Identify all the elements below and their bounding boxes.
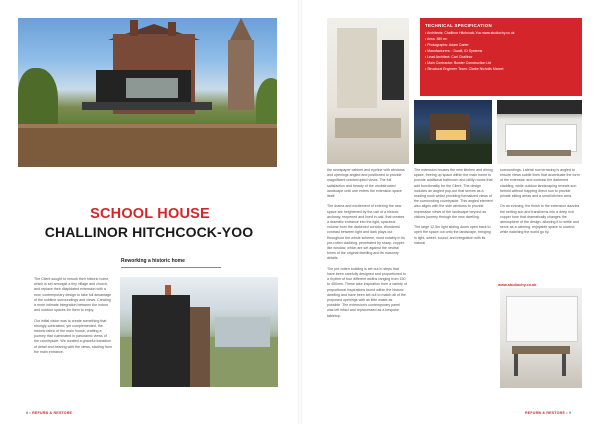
tree-right [256, 78, 277, 128]
lit-windows [436, 130, 466, 140]
tree-left [18, 68, 58, 128]
church-tower [228, 40, 254, 110]
page-gutter [298, 0, 302, 424]
wall-panel [337, 28, 377, 108]
page-number-right: 9 [568, 411, 572, 415]
subhead-divider [121, 267, 221, 268]
chimney [168, 22, 176, 36]
spec-item: • Architects: Challinor Hitchcock-Yoo www.studiochy.co.uk [425, 31, 515, 35]
glazed-doors [126, 78, 178, 98]
footer-right [525, 411, 571, 415]
footer-left [26, 411, 72, 415]
body-column-left: The Client sought to rework their historic home, which is set amongst a tiny village and church, and replace their dilapidated extension with a new, contemporary design to take full advantage of the sublime surroundings and views. Creating a more intimate integration between the indoor and outdoor spaces for them to enjoy. Our initial vision was to create something that strongly contrasted, yet complemented, the historic fabric of the main house, crafting a journey that culminated in panoramic views of the countryside. We curated a graceful transition of detail and bearing with the views, starting from the main entrance. [34, 277, 112, 354]
chimney [130, 20, 138, 36]
timber-wall [190, 307, 210, 387]
spec-item: • Photographs: Adam Carter [425, 43, 469, 47]
photo-extension-exterior [120, 277, 278, 387]
footer-divider: • [29, 411, 33, 415]
photo-interior-living [327, 18, 409, 164]
article-subhead: Reworking a historic home [121, 258, 185, 264]
spec-item: • Lead Architect: Carl Challinor [425, 55, 473, 59]
headline-title-line2: CHALLINOR HITCHCOCK-YOO [44, 224, 254, 240]
garden [414, 144, 492, 164]
chair [562, 354, 566, 376]
photo-dining-room [500, 288, 582, 388]
dining-table [507, 150, 571, 156]
spec-item: • Manufacturers: : Dualit, ID Systems [425, 49, 483, 53]
large-window [505, 124, 577, 152]
photo-house-night [414, 100, 492, 164]
terrace-deck [82, 102, 212, 110]
dark-cabinet [382, 40, 404, 100]
chimney-pot [165, 285, 171, 295]
chair [514, 354, 518, 376]
spec-item: • Main Contractor: Bowler Construction Ltd [425, 61, 492, 65]
headline-title-line1: SCHOOL HOUSE [90, 206, 210, 222]
body-column-right-2: surroundings. Lateral row terracing is angled to ensure views subtle lines that accentuate the form of the extension and contrast the darkened cladding, while outdoor landscaping reveals sun behind without trapping direct sun to provide private sitting areas and a small kitchen area. On an evening, the finish to the extension dazzles the setting sun and transforms into a deep rich copper tone that dramatically changes the atmosphere of the design, allowing it to settle and serve as a calming, enjoyable space to unwind while watching the world go by. [500, 168, 580, 235]
window-view [215, 317, 270, 347]
footer-divider: • [566, 411, 569, 415]
ceiling [497, 100, 582, 114]
footer-brand-left: REFURB & RESTORE [32, 411, 73, 415]
glazing [506, 296, 578, 342]
sofa [335, 118, 401, 138]
black-cladding-wall [132, 295, 190, 387]
footer-brand-right: REFURB & RESTORE [525, 411, 566, 415]
architect-website-link[interactable]: www.studiochy.co.uk [498, 283, 537, 287]
table [512, 346, 570, 354]
page-number-left: 8 [26, 411, 29, 415]
hero-photo-house-extension [18, 18, 277, 167]
spec-item: • Structural Engineer Team: Clarke Nicholls Marcel [425, 67, 504, 71]
photo-kitchen-dining [497, 100, 582, 164]
brick-retaining-wall [18, 128, 277, 167]
body-column-middle: the newspaper cabinet and eyeline with windows and openings angled and positioned to provide magnificent uninterrupted views. The full satisfaction and beauty of the unobstructed landscape until one enters the extension space itself. The drama and excitement of entering the new space are heightened by the use of a historic archway, reopened and lined in oak, that creates a dramatic entrance into the light, spacious volume from the darkened corridor. Wonderful contrast between light and dark plays out throughout the whole scheme, most notably in its pre-rotten cladding, penetrated by sharp, copper-like window, which are set against the neutral tones of the original dwelling and its masonry details. The pre-rotten building is set out in steps that have been carefully designed and proportioned to a rhythm of four different widths ranging from 150 to 450mm. These take inspiration from a variety of proportional inspirations found within the historic dwelling and have been set out to match all of the proposed openings with as little waste as possible. The extension's contemporary panel was left intact and reprocessed as a bespoke tabletop. [327, 168, 407, 318]
spec-heading: TECHNICAL SPECIFICATION [425, 23, 492, 28]
spec-item: • Area: 380 m² [425, 37, 448, 41]
body-column-right-1: The extension houses the new kitchen and dining space, freeing up space within the main home to provide additional bathroom and utility rooms that add functionality for the Client. The design includes an angled pop-out that serves as a reading nook whilst providing formalized views of the surrounding countryside. This angled element also aligns with the side windows to provide impressive views of the landscape beyond as visitors journey through the new dwelling. The large 12.5m light sliding doors open back to open the space out onto the landscape, bringing in light, sweet, sound, and integration with its natural [414, 168, 493, 245]
